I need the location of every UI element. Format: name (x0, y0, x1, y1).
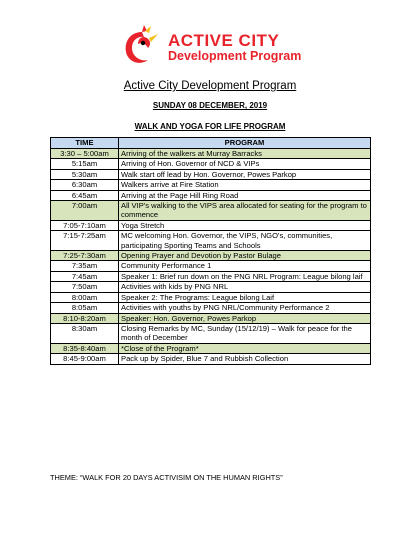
table-row (51, 251, 371, 261)
logo-text-line1: ACTIVE CITY (168, 31, 280, 50)
table-row (51, 354, 371, 364)
program-cell: Arriving of Hon. Governor of NCD & VIPs (119, 159, 371, 169)
program-cell: MC welcoming Hon. Governor, the VIPS, NGO's, communities, participating Sporting Teams and Schools (119, 231, 371, 251)
table-row (51, 343, 371, 353)
table-row (51, 261, 371, 271)
program-cell: Arriving at the Page Hill Ring Road (119, 190, 371, 200)
time-cell: 8:45-9:00am (51, 354, 119, 364)
program-column-header: PROGRAM (119, 138, 371, 149)
program-cell: Speaker 2: The Programs: League bilong Laif (119, 292, 371, 302)
time-cell: 5:30am (51, 169, 119, 179)
time-cell: 6:45am (51, 190, 119, 200)
table-row (51, 271, 371, 281)
document-title: Active City Development Program (123, 80, 297, 92)
table-row (51, 169, 371, 179)
program-cell: Opening Prayer and Devotion by Pastor Bulage (119, 251, 371, 261)
theme-note: THEME: “WALK FOR 20 DAYS ACTIVISIM ON THE HUMAN RIGHTS” (50, 473, 283, 482)
time-column-header: TIME (51, 138, 119, 149)
time-cell: 7:25-7:30am (51, 251, 119, 261)
program-cell: Activities with kids by PNG NRL (119, 282, 371, 292)
program-cell: Walk start off lead by Hon. Governor, Powes Parkop (119, 169, 371, 179)
table-row (51, 313, 371, 323)
table-row (51, 220, 371, 230)
program-cell: Activities with youths by PNG NRL/Community Performance 2 (119, 303, 371, 313)
logo-bird-icon (118, 22, 166, 70)
program-cell: *Close of the Program* (119, 343, 371, 353)
table-row (51, 323, 371, 343)
time-cell: 8:05am (51, 303, 119, 313)
program-subtitle: WALK AND YOGA FOR LIFE PROGRAM (134, 122, 286, 131)
table-row (51, 231, 371, 251)
table-row (51, 180, 371, 190)
table-row (51, 303, 371, 313)
program-cell: Speaker: Hon. Governor, Powes Parkop (119, 313, 371, 323)
program-table (50, 137, 371, 365)
program-cell: Arriving of the walkers at Murray Barracks (119, 149, 371, 159)
time-cell: 8:30am (51, 323, 119, 343)
logo-text-line2: Development Program (168, 49, 302, 63)
time-cell: 8:00am (51, 292, 119, 302)
time-cell: 7:50am (51, 282, 119, 292)
time-cell: 8:10-8:20am (51, 313, 119, 323)
program-cell: Closing Remarks by MC, Sunday (15/12/19) – Walk for peace for the month of December (119, 323, 371, 343)
time-cell: 7:15-7:25am (51, 231, 119, 251)
time-cell: 3:30 – 5:00am (51, 149, 119, 159)
time-cell: 7:35am (51, 261, 119, 271)
table-row (51, 190, 371, 200)
table-row (51, 149, 371, 159)
active-city-logo (118, 22, 308, 70)
table-row (51, 159, 371, 169)
event-date: SUNDAY 08 DECEMBER, 2019 (152, 101, 268, 110)
program-cell: All VIP's walking to the VIPS area allocated for seating for the program to commence (119, 201, 371, 221)
table-row (51, 201, 371, 221)
program-cell: Pack up by Spider, Blue 7 and Rubbish Collection (119, 354, 371, 364)
table-header-row (51, 138, 371, 149)
time-cell: 8:35-8:40am (51, 343, 119, 353)
table-row (51, 292, 371, 302)
time-cell: 7:05-7:10am (51, 220, 119, 230)
program-cell: Community Performance 1 (119, 261, 371, 271)
time-cell: 6:30am (51, 180, 119, 190)
program-cell: Walkers arrive at Fire Station (119, 180, 371, 190)
program-cell: Speaker 1: Brief run down on the PNG NRL Program: League bilong laif (119, 271, 371, 281)
time-cell: 7:00am (51, 201, 119, 221)
program-table-body (51, 149, 371, 365)
table-row (51, 282, 371, 292)
program-cell: Yoga Stretch (119, 220, 371, 230)
time-cell: 7:45am (51, 271, 119, 281)
time-cell: 5:15am (51, 159, 119, 169)
